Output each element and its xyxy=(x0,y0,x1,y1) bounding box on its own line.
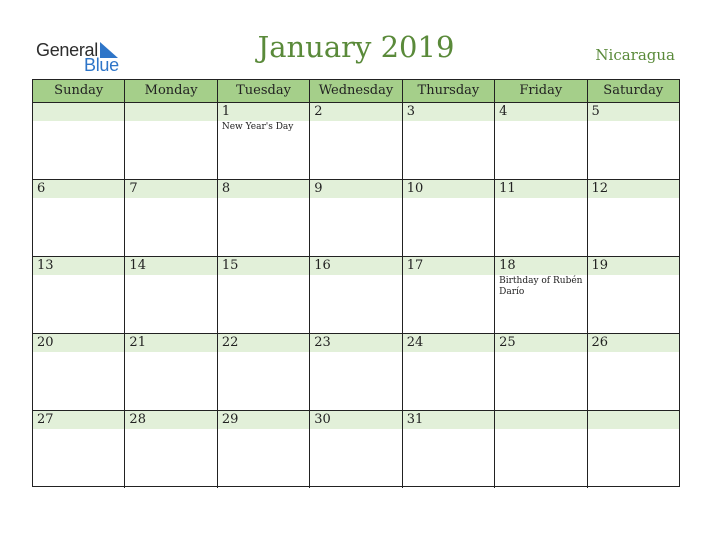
weekday-monday: Monday xyxy=(125,80,217,102)
logo-text-general: General xyxy=(36,40,98,60)
day-number: 4 xyxy=(495,103,586,121)
weekday-thursday: Thursday xyxy=(403,80,495,102)
day-cell xyxy=(33,180,125,256)
day-cell xyxy=(125,411,217,488)
day-cell xyxy=(218,103,310,179)
day-number: 17 xyxy=(403,257,494,275)
day-cell xyxy=(218,334,310,410)
weekday-sunday: Sunday xyxy=(33,80,125,102)
week-row xyxy=(33,103,679,180)
day-number: 20 xyxy=(33,334,124,352)
day-cell xyxy=(33,334,125,410)
weekday-saturday: Saturday xyxy=(603,83,664,98)
day-number: 28 xyxy=(125,411,216,429)
calendar-grid xyxy=(32,79,680,487)
day-number: 3 xyxy=(403,103,494,121)
day-cell xyxy=(495,257,587,333)
day-number: 6 xyxy=(33,180,124,198)
day-cell xyxy=(125,103,217,179)
day-number: 11 xyxy=(495,180,586,198)
day-cell xyxy=(218,180,310,256)
day-number: 26 xyxy=(588,334,679,352)
day-cell xyxy=(310,257,402,333)
day-number: 9 xyxy=(310,180,401,198)
day-cell xyxy=(310,103,402,179)
day-number: 5 xyxy=(588,103,679,121)
day-number: 25 xyxy=(495,334,586,352)
weekday-wednesday: Wednesday xyxy=(310,80,402,102)
day-cell xyxy=(218,257,310,333)
day-cell xyxy=(33,257,125,333)
day-number xyxy=(33,103,124,121)
day-cell xyxy=(403,257,495,333)
day-number: 1 xyxy=(218,103,309,121)
day-number: 8 xyxy=(218,180,309,198)
day-cell xyxy=(495,103,587,179)
day-number: 10 xyxy=(403,180,494,198)
day-number xyxy=(495,411,586,429)
day-cell xyxy=(403,103,495,179)
holiday-label: Birthday of Rubén Darío xyxy=(499,276,583,297)
holiday-label: New Year's Day xyxy=(221,122,294,132)
weekday-header-row xyxy=(33,80,679,103)
day-cell xyxy=(588,257,679,333)
day-number: 12 xyxy=(588,180,679,198)
weekday-tuesday: Tuesday xyxy=(218,80,310,102)
day-number xyxy=(125,103,216,121)
day-cell xyxy=(33,103,125,179)
day-number: 27 xyxy=(33,411,124,429)
week-row xyxy=(33,257,679,334)
day-cell xyxy=(588,411,679,488)
day-number: 31 xyxy=(403,411,494,429)
day-number: 18 xyxy=(495,257,586,275)
logo-text-blue: Blue xyxy=(84,55,119,75)
day-cell xyxy=(310,411,402,488)
day-cell xyxy=(310,334,402,410)
day-cell xyxy=(403,180,495,256)
day-cell xyxy=(495,180,587,256)
day-number: 24 xyxy=(403,334,494,352)
week-row xyxy=(33,334,679,411)
day-number: 16 xyxy=(310,257,401,275)
day-number: 13 xyxy=(33,257,124,275)
day-number: 21 xyxy=(125,334,216,352)
day-number: 2 xyxy=(310,103,401,121)
day-number: 30 xyxy=(310,411,401,429)
day-cell xyxy=(125,257,217,333)
day-number: 29 xyxy=(218,411,309,429)
day-number: 7 xyxy=(125,180,216,198)
day-cell xyxy=(588,180,679,256)
day-cell xyxy=(218,411,310,488)
day-number: 23 xyxy=(310,334,401,352)
day-number: 14 xyxy=(125,257,216,275)
day-cell xyxy=(403,334,495,410)
day-cell xyxy=(310,180,402,256)
day-number xyxy=(588,411,679,429)
day-number: 15 xyxy=(218,257,309,275)
weeks-container xyxy=(33,103,679,488)
calendar-title: January 2019 xyxy=(257,30,455,64)
day-cell xyxy=(403,411,495,488)
week-row xyxy=(33,411,679,488)
day-cell xyxy=(495,411,587,488)
weekday-friday: Friday xyxy=(495,80,587,102)
day-cell xyxy=(588,103,679,179)
day-number: 19 xyxy=(588,257,679,275)
country-label: Nicaragua xyxy=(595,46,675,64)
day-cell xyxy=(125,180,217,256)
day-cell xyxy=(125,334,217,410)
day-cell xyxy=(33,411,125,488)
day-cell xyxy=(495,334,587,410)
day-cell xyxy=(588,334,679,410)
week-row xyxy=(33,180,679,257)
day-number: 22 xyxy=(218,334,309,352)
